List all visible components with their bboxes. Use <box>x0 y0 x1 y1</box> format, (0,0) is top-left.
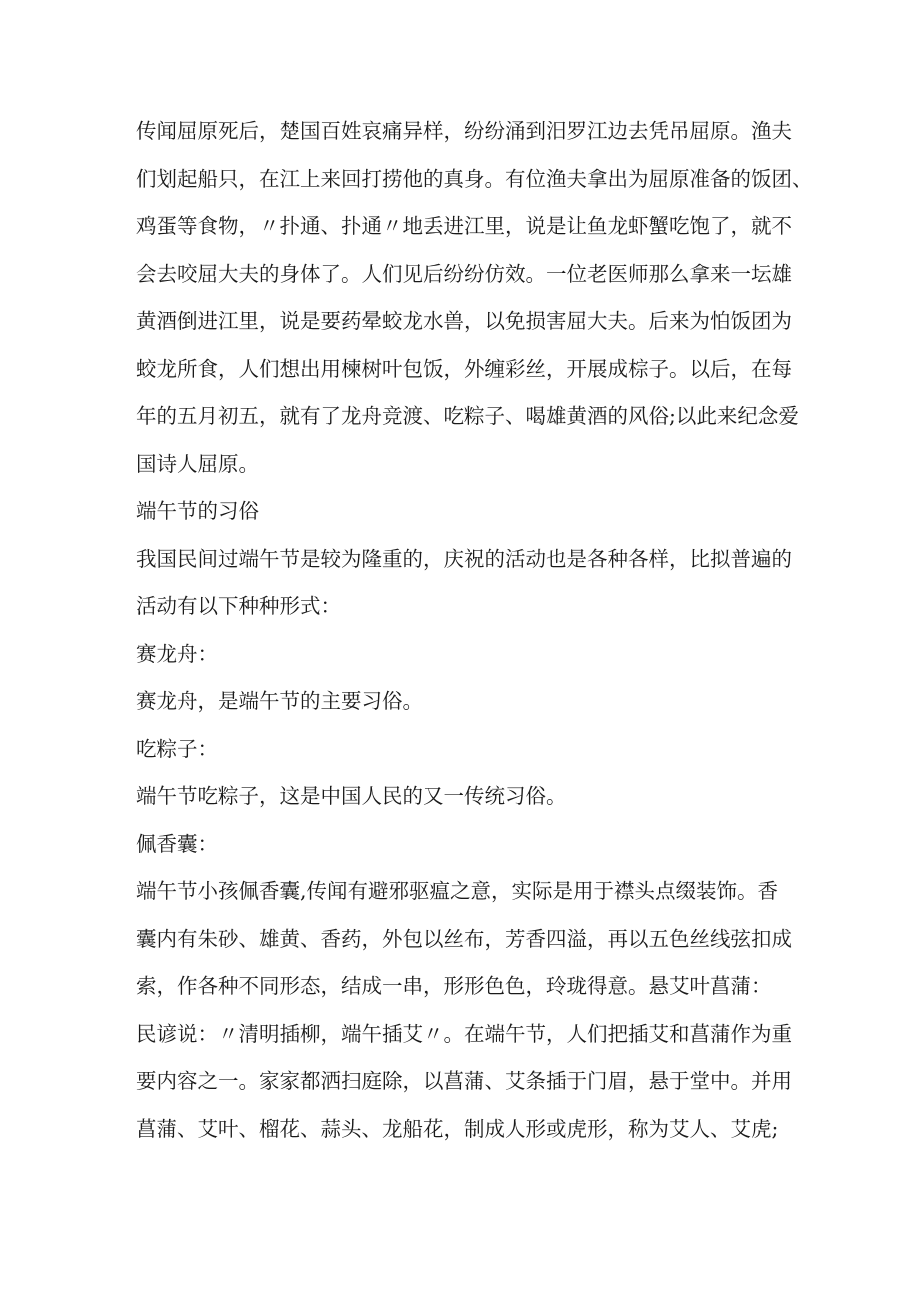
text-line: 我国民间过端午节是较为隆重的，庆祝的活动也是各种各样，比拟普遍的 <box>136 546 792 571</box>
section-heading-customs: 端午节的习俗 <box>136 499 259 523</box>
text-line: 年的五月初五，就有了龙舟竞渡、吃粽子、喝雄黄酒的风俗;以此来纪念爱 <box>136 404 799 428</box>
text-zongzi: 端午节吃粽子，这是中国人民的又一传统习俗。 <box>136 784 567 808</box>
subheading-zongzi: 吃粽子： <box>136 736 218 761</box>
text-line: 国诗人屈原。 <box>136 451 259 476</box>
text-line: 会去咬屈大夫的身体了。人们见后纷纷仿效。一位老医师那么拿来一坛雄 <box>136 261 792 286</box>
text-line: 要内容之一。家家都洒扫庭除，以菖蒲、艾条插于门眉，悬于堂中。并用 <box>136 1069 792 1093</box>
text-line: 们划起船只，在江上来回打捞他的真身。有位渔夫拿出为屈原准备的饭团、 <box>136 166 813 191</box>
text-line: 囊内有朱砂、雄黄、香药，外包以丝布，芳香四溢，再以五色丝线弦扣成 <box>136 926 792 951</box>
paragraph-sachet <box>136 868 792 1153</box>
text-line: 传闻屈原死后，楚国百姓哀痛异样，纷纷涌到汨罗江边去凭吊屈原。渔夫 <box>136 119 792 143</box>
text-line: 鸡蛋等食物，〃扑通、扑通〃地丢进江里，说是让鱼龙虾蟹吃饱了，就不 <box>136 214 792 238</box>
text-line: 活动有以下种种形式： <box>136 594 341 618</box>
text-line: 端午节小孩佩香囊,传闻有避邪驱瘟之意，实际是用于襟头点缀装饰。香 <box>136 879 779 903</box>
text-line: 索，作各种不同形态，结成一串，形形色色，玲珑得意。悬艾叶菖蒲： <box>136 974 772 998</box>
text-line: 蛟龙所食，人们想出用楝树叶包饭，外缠彩丝，开展成棕子。以后，在每 <box>136 356 792 381</box>
text-dragon-boat: 赛龙舟，是端午节的主要习俗。 <box>136 689 423 713</box>
text-line: 民谚说：〃清明插柳，端午插艾〃。在端午节，人们把插艾和菖蒲作为重 <box>136 1021 792 1046</box>
document-body <box>136 108 813 1153</box>
paragraph-origin <box>136 108 813 488</box>
text-line: 菖蒲、艾叶、榴花、蒜头、龙船花，制成人形或虎形，称为艾人、艾虎; <box>136 1116 779 1141</box>
subheading-sachet: 佩香囊： <box>136 831 218 856</box>
paragraph-customs <box>136 536 792 631</box>
text-line: 黄酒倒进江里，说是要药晕蛟龙水兽，以免损害屈大夫。后来为怕饭团为 <box>136 309 792 333</box>
subheading-dragon-boat: 赛龙舟： <box>136 641 218 666</box>
